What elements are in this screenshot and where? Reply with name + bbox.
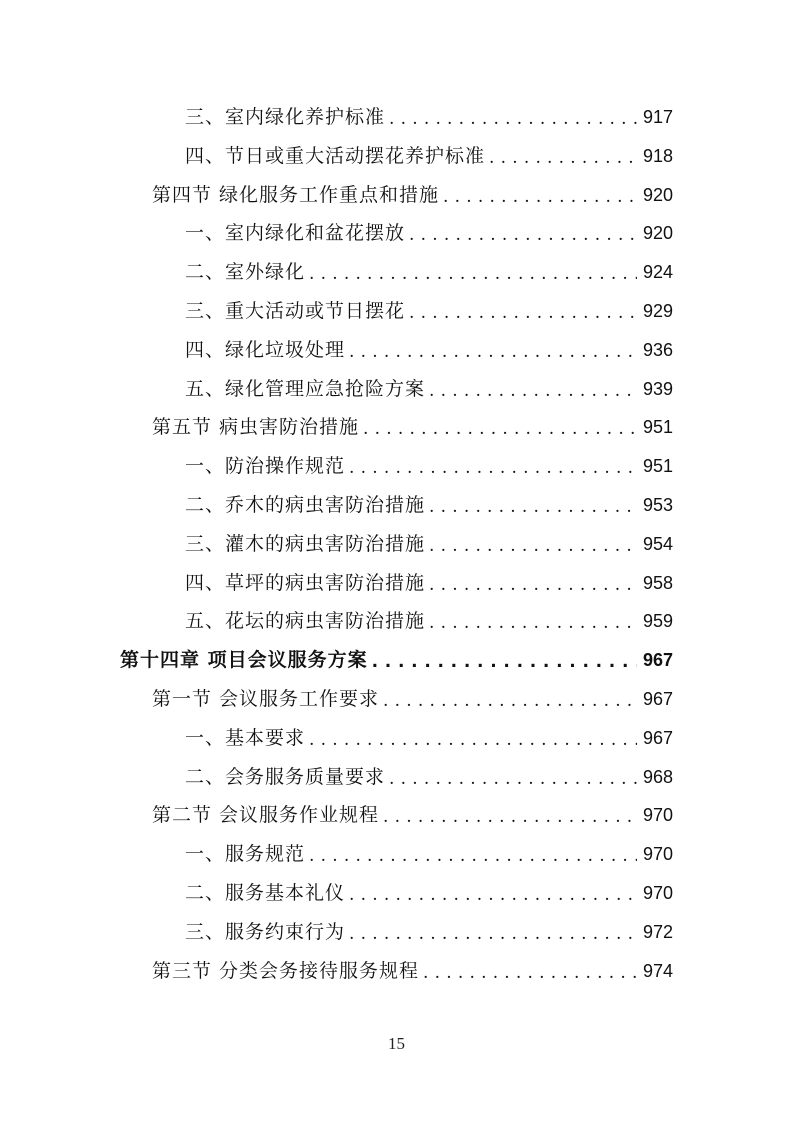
toc-entry-title: 五、绿化管理应急抢险方案 [185,377,426,400]
dot-leader [429,570,637,596]
dot-leader [349,337,637,363]
toc-entry[interactable] [185,449,673,479]
toc-entry-title: 三、室内绿化养护标准 [185,106,386,128]
dot-leader [429,492,637,518]
dot-leader [409,298,637,324]
dot-leader [349,880,637,906]
toc-entry-title: 二、室外绿化 [185,261,306,284]
dot-leader [363,414,637,440]
toc-entry-title: 四、草坪的病虫害防治措施 [185,571,426,594]
dot-leader [443,182,637,208]
toc-entry-title: 第一节 会议服务工作要求 [152,688,380,710]
toc-entry-page: 920 [642,223,673,244]
toc-entry-title: 五、花坛的病虫害防治措施 [185,610,426,633]
toc-entry[interactable] [152,178,673,208]
toc-entry-page: 924 [642,262,673,283]
toc-entry-page: 917 [642,107,673,127]
toc-entry-title: 二、会务服务质量要求 [185,765,386,788]
toc-entry-title: 三、服务约束行为 [185,920,346,943]
toc-entry[interactable] [185,837,673,867]
toc-entry-page: 958 [642,572,673,593]
toc-entry[interactable] [185,372,673,402]
dot-leader [383,686,637,712]
dot-leader [309,841,637,867]
dot-leader [429,376,637,402]
toc-entry-page: 970 [642,844,673,865]
toc-entry-page: 967 [642,727,673,748]
toc-entry-page: 967 [642,650,673,671]
toc-entry-page: 972 [642,921,673,942]
toc-entry-title: 一、基本要求 [185,726,306,749]
toc-entry-page: 939 [642,378,673,399]
toc-entry[interactable] [185,876,673,906]
toc-entry-page: 920 [642,184,673,205]
toc-entry-page: 929 [642,301,673,321]
toc-entry-title: 二、乔木的病虫害防治措施 [185,494,426,516]
toc-entry-title: 第三节 分类会务接待服务规程 [152,959,420,982]
toc-entry-page: 968 [642,766,673,787]
toc-entry-page: 918 [642,145,673,166]
toc-entry[interactable] [120,643,673,673]
toc-entry[interactable] [185,333,673,363]
dot-leader [423,958,637,984]
dot-leader [389,764,637,790]
toc-entry[interactable] [185,216,673,246]
toc-entry-title: 四、节日或重大活动摆花养护标准 [185,144,486,167]
page-number: 15 [388,1034,405,1053]
toc-entry-page: 951 [642,417,673,438]
toc-entry[interactable] [152,682,673,712]
toc-entry-page: 967 [642,689,673,709]
toc-entry[interactable] [185,294,673,324]
toc-entry-page: 959 [642,611,673,632]
toc-entry-title: 三、灌木的病虫害防治措施 [185,532,426,555]
toc-entry[interactable] [185,488,673,518]
toc-entry[interactable] [185,721,673,751]
toc-entry-page: 954 [642,533,673,554]
toc-entry-page: 974 [642,960,673,981]
dot-leader [309,259,637,285]
toc-entry[interactable] [152,954,673,984]
toc-entry[interactable] [185,139,673,169]
toc-entry-title: 第四节 绿化服务工作重点和措施 [152,183,440,206]
dot-leader [409,220,637,246]
dot-leader [349,919,637,945]
dot-leader [429,531,637,557]
dot-leader [389,104,637,130]
toc-entry-title: 一、服务规范 [185,843,306,866]
toc-entry[interactable] [185,760,673,790]
toc-entry-page: 936 [642,339,673,360]
toc-entry[interactable] [152,798,673,828]
toc-entry-title: 三、重大活动或节日摆花 [185,300,406,322]
toc-entry[interactable] [185,566,673,596]
toc-entry[interactable] [152,410,673,440]
dot-leader [489,143,637,169]
toc-entry[interactable] [185,255,673,285]
toc-entry-title: 一、防治操作规范 [185,455,346,478]
toc-entry-title: 四、绿化垃圾处理 [185,338,346,361]
toc-entry-page: 970 [642,883,673,903]
toc-entry-title: 第五节 病虫害防治措施 [152,416,360,439]
dot-leader [309,725,637,751]
toc-entry-title: 一、室内绿化和盆花摆放 [185,222,406,245]
toc-entry[interactable] [185,915,673,945]
dot-leader [429,608,637,634]
toc-entry[interactable] [185,527,673,557]
dot-leader [349,453,637,479]
toc-entry-page: 970 [642,805,673,826]
toc-entry-page: 953 [642,495,673,515]
toc-entry-page: 951 [642,456,673,477]
dot-leader [383,802,637,828]
toc-entry-title: 二、服务基本礼仪 [185,882,346,904]
toc-entry-title: 第二节 会议服务作业规程 [152,804,380,827]
toc-entry-title: 第十四章 项目会议服务方案 [120,649,368,672]
toc-entry[interactable] [185,100,673,130]
toc-entry[interactable] [185,604,673,634]
dot-leader [372,647,637,673]
